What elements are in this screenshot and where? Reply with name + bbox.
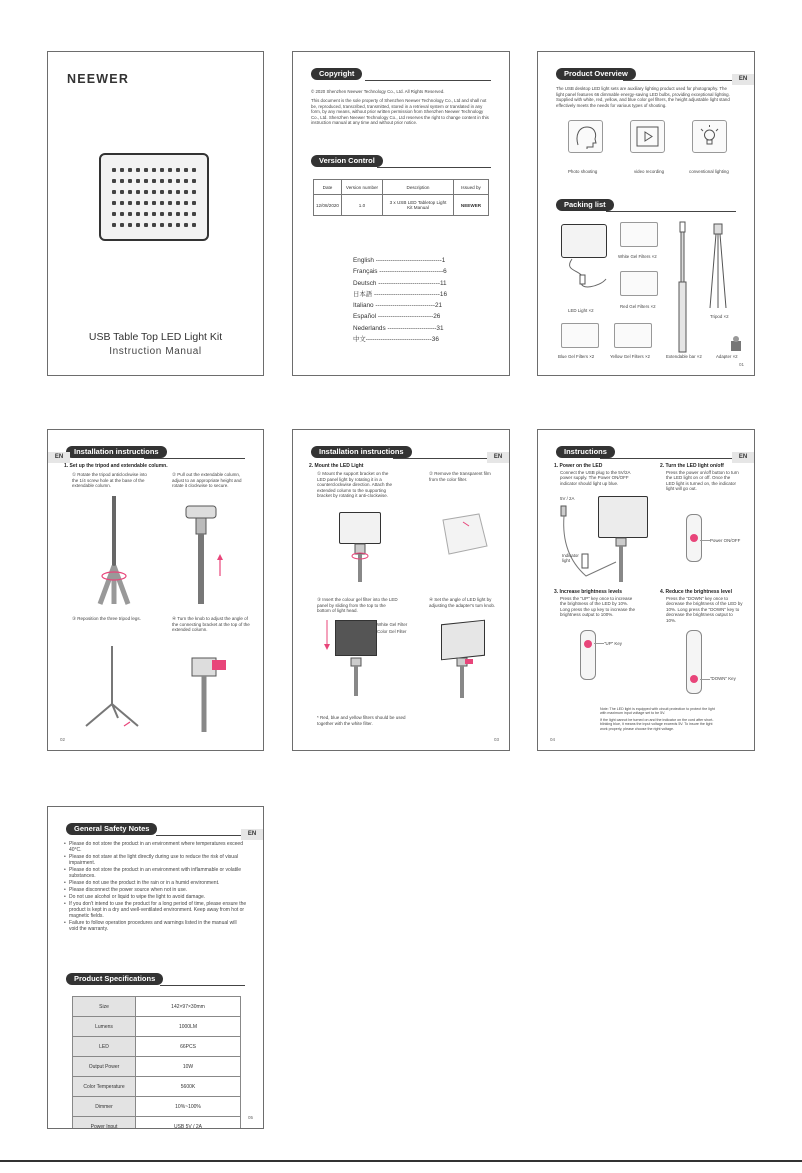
color-gel-filter-label: Color Gel Filter bbox=[377, 629, 407, 634]
safety-note: • Please do not store the product in an environment where temperatures exceed 40°C. bbox=[64, 841, 247, 853]
packing-item-label: Tripod ×2 bbox=[710, 314, 729, 319]
version-control-header: Version Control bbox=[311, 155, 383, 167]
video-recording-icon bbox=[630, 120, 665, 153]
voltage-warning: If the light cannot be turned on and the indicator on the cord after short-blinking blue, it means the input voltage exceeds 5V. To insure the light work properly, please choose the right voltage. bbox=[600, 718, 714, 731]
blue-gel-filter-image bbox=[561, 323, 599, 348]
led-bulb bbox=[192, 201, 196, 205]
page-number: 03 bbox=[493, 737, 499, 742]
specs-header: Product Specifications bbox=[66, 973, 163, 985]
led-bulb bbox=[136, 201, 140, 205]
spec-value: 142×97×30mm bbox=[136, 997, 241, 1017]
language-badge: EN bbox=[732, 74, 754, 85]
toc-entry[interactable]: Français ------------------------------6 bbox=[353, 268, 447, 276]
led-bulb bbox=[192, 179, 196, 183]
led-bulb bbox=[152, 168, 156, 172]
up-key-label: "UP" Key bbox=[604, 641, 623, 646]
led-bulb bbox=[168, 212, 172, 216]
page-number: 05 bbox=[247, 1115, 253, 1120]
led-bulb bbox=[128, 168, 132, 172]
led-bulb bbox=[112, 179, 116, 183]
installation-page-1 bbox=[47, 429, 264, 751]
stand-illustration bbox=[347, 656, 367, 696]
toc-entry[interactable]: Nederlands -----------------------31 bbox=[353, 324, 444, 332]
panel-stand-illustration bbox=[612, 536, 632, 582]
led-bulb bbox=[168, 179, 172, 183]
voltage-note: Note: The LED light is equipped with circuit protection to protect the light with maximum input voltage set to be 5V. bbox=[600, 707, 715, 716]
packing-header: Packing list bbox=[556, 199, 614, 211]
led-light-image bbox=[561, 224, 607, 258]
down-key-label: "DOWN" Key bbox=[710, 676, 736, 681]
gel-insert-illustration bbox=[335, 620, 377, 656]
usb-cable-image bbox=[562, 257, 612, 295]
led-bulb bbox=[128, 179, 132, 183]
led-bulb bbox=[184, 201, 188, 205]
copyright-line: © 2020 Shenzhen Neewer Technology Co., Ltd. All Rights Reserved. bbox=[311, 89, 445, 94]
safety-note: • Failure to follow operation procedures and warnings listed in the manual will void the warranty. bbox=[64, 920, 247, 932]
version-col-date: Date bbox=[314, 180, 342, 195]
divider bbox=[377, 167, 491, 168]
lightbulb-icon bbox=[692, 120, 727, 153]
led-bulb bbox=[160, 201, 164, 205]
led-bulb bbox=[120, 179, 124, 183]
version-description: 3 x USB LED Tabletop Light Kit Manual bbox=[383, 195, 454, 216]
tripod-attach-illustration bbox=[76, 496, 146, 606]
copyright-header: Copyright bbox=[311, 68, 362, 80]
photo-shooting-icon bbox=[568, 120, 603, 153]
led-bulb bbox=[112, 190, 116, 194]
callout-line bbox=[594, 643, 604, 644]
led-bulb bbox=[168, 168, 172, 172]
led-bulb bbox=[160, 190, 164, 194]
install-title: 1. Set up the tripod and extendable column. bbox=[64, 463, 168, 469]
overview-body: The USB desktop LED light sets are auxiliary lighting product used for photography. The light panel features 66 dimmable energy-saving LED bulbs, providing exceptional lighting. Supplied with white, red, yellow, and blue color gel filters, the height adjustable light stand effectively meets the needs for various types of shooting. bbox=[556, 86, 730, 108]
safety-note: • Please do not stare at the light directly during use to reduce the risk of visual impairment. bbox=[64, 854, 247, 866]
led-bulb bbox=[176, 201, 180, 205]
led-bulb bbox=[168, 223, 172, 227]
installation-header: Installation instructions bbox=[66, 446, 167, 458]
led-bulb bbox=[176, 190, 180, 194]
led-bulb bbox=[128, 223, 132, 227]
use-label: Photo shooting bbox=[568, 169, 598, 174]
led-bulb bbox=[136, 223, 140, 227]
safety-specs-page bbox=[47, 806, 264, 1129]
power-on-off-label: Power ON/OFF bbox=[710, 538, 741, 543]
led-bulb bbox=[152, 223, 156, 227]
led-bulb bbox=[160, 179, 164, 183]
led-bulb bbox=[144, 212, 148, 216]
instructions-header: Instructions bbox=[556, 446, 615, 458]
spec-value: 10W bbox=[136, 1057, 241, 1077]
led-bulb bbox=[176, 179, 180, 183]
up-key-illustration bbox=[580, 630, 596, 680]
extendable-bar-image bbox=[671, 220, 695, 360]
led-bulb bbox=[184, 190, 188, 194]
bottom-rule bbox=[0, 1160, 802, 1162]
version-col-description: Description bbox=[383, 180, 454, 195]
down-key-icon bbox=[690, 675, 698, 683]
page-number: 01 bbox=[738, 362, 744, 367]
specs-table bbox=[72, 996, 241, 1129]
instruction-step-2: 2. Turn the LED light on/off Press the power on/off button to turn the LED light on or off. Once the LED light is turned on, the indicator light will go out. bbox=[660, 463, 739, 491]
version-number: 1.0 bbox=[342, 195, 383, 216]
led-bulb bbox=[184, 179, 188, 183]
toc-entry[interactable]: 中文-------------------------------36 bbox=[353, 336, 439, 344]
angle-knob-illustration bbox=[453, 656, 479, 698]
spec-row bbox=[73, 1097, 241, 1117]
install-title: 2. Mount the LED Light bbox=[309, 463, 364, 469]
down-key-illustration bbox=[686, 630, 702, 694]
use-label: conventional lighting bbox=[689, 169, 729, 174]
led-bulb bbox=[192, 190, 196, 194]
led-panel-mount-illustration bbox=[339, 512, 381, 544]
spec-row bbox=[73, 1017, 241, 1037]
led-bulb bbox=[136, 168, 140, 172]
led-bulb bbox=[160, 212, 164, 216]
installation-header: Installation instructions bbox=[311, 446, 412, 458]
white-gel-filter-label: White Gel Filter bbox=[377, 622, 408, 627]
led-bulb bbox=[136, 212, 140, 216]
install-step: ① Mount the support bracket on the LED panel light by rotating it in a counterclockwise direction. Attach the extended column to the supporting bracket by rotating it anti-clockwise. bbox=[317, 471, 393, 498]
up-key-icon bbox=[584, 640, 592, 648]
version-col-number: Version number bbox=[342, 180, 383, 195]
led-bulb bbox=[176, 168, 180, 172]
led-bulb bbox=[168, 201, 172, 205]
led-bulb bbox=[192, 212, 196, 216]
divider bbox=[365, 80, 491, 81]
led-bulb bbox=[120, 201, 124, 205]
led-panel-on-illustration bbox=[598, 496, 648, 538]
led-bulb bbox=[152, 201, 156, 205]
page-number: 02 bbox=[60, 737, 66, 742]
packing-item-label: White Gel Filters ×2 bbox=[618, 254, 657, 259]
led-bulb bbox=[128, 212, 132, 216]
led-bulb bbox=[160, 223, 164, 227]
safety-notes-list bbox=[64, 841, 247, 933]
white-gel-filter-image bbox=[620, 222, 658, 247]
install-step: ③ Reposition the three tripod legs. bbox=[72, 616, 141, 621]
led-bulb bbox=[144, 168, 148, 172]
led-bulb bbox=[112, 212, 116, 216]
led-bulb bbox=[152, 179, 156, 183]
led-bulb bbox=[152, 190, 156, 194]
filter-film-illustration bbox=[439, 510, 491, 558]
toc-entry[interactable]: Español --------------------------26 bbox=[353, 313, 441, 321]
spec-key: Power Input bbox=[73, 1117, 136, 1130]
packing-item-label: LED Light ×2 bbox=[568, 308, 594, 313]
spec-value: 5600K bbox=[136, 1077, 241, 1097]
install-step: ② Pull out the extendable column, adjust to an appropriate height and rotate it clockwise to secure. bbox=[172, 472, 242, 488]
led-bulb bbox=[144, 201, 148, 205]
spec-key: Dimmer bbox=[73, 1097, 136, 1117]
overview-page bbox=[537, 51, 755, 376]
instruction-step-3: 3. Increase brightness levels Press the "UP" key once to increase the brightness of the LED by 10%. Long press the up key to increase the brightness output to 100%. bbox=[554, 589, 636, 617]
language-badge: EN bbox=[732, 452, 754, 463]
spec-key: Output Power bbox=[73, 1057, 136, 1077]
led-panel-image bbox=[99, 153, 209, 241]
version-date: 12/08/2020 bbox=[314, 195, 342, 216]
led-bulb bbox=[144, 223, 148, 227]
packing-item-label: Blue Gel Filters ×2 bbox=[558, 354, 595, 359]
led-bulb bbox=[176, 223, 180, 227]
adapter-image bbox=[728, 335, 744, 355]
divider bbox=[144, 458, 245, 459]
table-of-contents bbox=[353, 255, 458, 345]
spec-value: 1000LM bbox=[136, 1017, 241, 1037]
spec-key: Size bbox=[73, 997, 136, 1017]
spec-value: USB 5V / 2A bbox=[136, 1117, 241, 1130]
brand-logo: NEEWER bbox=[67, 72, 130, 86]
instructions-page bbox=[537, 429, 755, 751]
packing-item-label: Extendable bar ×2 bbox=[666, 354, 702, 359]
use-label: video recording bbox=[634, 169, 665, 174]
column-extend-illustration bbox=[174, 496, 244, 606]
cover-subtitle: Instruction Manual bbox=[109, 346, 202, 357]
led-bulb bbox=[128, 201, 132, 205]
led-bulb bbox=[168, 190, 172, 194]
led-bulb bbox=[144, 179, 148, 183]
spec-key: Color Temperature bbox=[73, 1077, 136, 1097]
safety-note: • Please do not use the product in the rain or in a humid environment. bbox=[64, 880, 247, 886]
indicator-light-label: Indicator light bbox=[562, 553, 579, 563]
instruction-step-1: 1. Power on the LED Connect the USB plug to the 5V/2A power supply. The Power ON/OFF indicator should light up blue. bbox=[554, 463, 631, 486]
safety-header: General Safety Notes bbox=[66, 823, 157, 835]
led-bulb bbox=[120, 212, 124, 216]
spec-key: LED bbox=[73, 1037, 136, 1057]
led-angle-illustration bbox=[441, 620, 485, 661]
spec-row bbox=[73, 1117, 241, 1130]
version-issued: NEEWER bbox=[454, 195, 489, 216]
copyright-page bbox=[292, 51, 510, 376]
led-bulb bbox=[136, 190, 140, 194]
overview-header: Product Overview bbox=[556, 68, 636, 80]
language-badge: EN bbox=[48, 452, 70, 463]
led-bulb bbox=[184, 212, 188, 216]
safety-note: • Please do not store the product in an environment with inflammable or volatile substances. bbox=[64, 867, 247, 879]
divider bbox=[606, 211, 736, 212]
led-bulb bbox=[120, 223, 124, 227]
page-number: 04 bbox=[550, 737, 556, 742]
led-bulb bbox=[128, 190, 132, 194]
install-step: ③ Insert the colour gel filter into the LED panel by sliding from the top to the bottom of light head. bbox=[317, 597, 398, 613]
toc-entry[interactable]: Italiano ----------------------------21 bbox=[353, 302, 443, 310]
power-button-icon bbox=[690, 534, 698, 542]
spec-key: Lumens bbox=[73, 1017, 136, 1037]
callout-line bbox=[700, 679, 710, 680]
divider bbox=[160, 985, 245, 986]
safety-note: • If you don't intend to use the product for a long period of time, please ensure the product is kept in a dry and well-ventilated environment. Keep away from hot or magnetic fields. bbox=[64, 901, 247, 919]
insert-arrow bbox=[323, 620, 331, 652]
led-bulb bbox=[112, 223, 116, 227]
led-bulb bbox=[144, 190, 148, 194]
language-badge: EN bbox=[241, 829, 263, 840]
toc-entry[interactable]: Deutsch -----------------------------11 bbox=[353, 279, 447, 287]
tripod-legs-illustration bbox=[72, 642, 152, 732]
mount-bracket-illustration bbox=[347, 542, 377, 582]
instruction-step-4: 4. Reduce the brightness level Press the "DOWN" key once to decrease the brightness of the LED by 10%. Long press the "DOWN" key to decrease the brightness output to 10%. bbox=[660, 589, 743, 623]
led-bulb bbox=[152, 212, 156, 216]
toc-entry[interactable]: English -------------------------------1 bbox=[353, 257, 446, 264]
led-bulb bbox=[176, 212, 180, 216]
cover-title: USB Table Top LED Light Kit bbox=[88, 331, 223, 343]
version-table bbox=[313, 179, 489, 216]
led-bulb bbox=[120, 190, 124, 194]
led-grid bbox=[110, 165, 198, 229]
installation-page-2 bbox=[292, 429, 510, 751]
spec-value: 10%~100% bbox=[136, 1097, 241, 1117]
led-bulb bbox=[184, 168, 188, 172]
install-step: ① Rotate the tripod anticlockwise into the 1/4 screw hole at the base of the extendable column. bbox=[72, 472, 147, 488]
cover-page bbox=[47, 51, 264, 376]
callout-line bbox=[700, 540, 710, 541]
tripod-image bbox=[706, 222, 730, 312]
packing-item-label: Yellow Gel Filters ×2 bbox=[610, 354, 650, 359]
spec-value: 66PCS bbox=[136, 1037, 241, 1057]
led-bulb bbox=[120, 168, 124, 172]
led-bulb bbox=[136, 179, 140, 183]
toc-entry[interactable]: 日本語 -------------------------------16 bbox=[353, 290, 448, 298]
spec-row bbox=[73, 997, 241, 1017]
knob-adjust-illustration bbox=[176, 640, 246, 735]
divider bbox=[623, 80, 732, 81]
language-badge: EN bbox=[487, 452, 509, 463]
divider bbox=[393, 458, 487, 459]
led-bulb bbox=[184, 223, 188, 227]
power-button-illustration bbox=[686, 514, 702, 562]
packing-item-label: Adapter ×2 bbox=[716, 354, 738, 359]
packing-item-label: Red Gel Filters ×2 bbox=[620, 304, 656, 309]
led-bulb bbox=[160, 168, 164, 172]
install-step: ④ Set the angle of LED light by adjusting the adapter's tum knob. bbox=[429, 597, 496, 608]
copyright-body: This document is the sole property of Shenzhen Neewer Technology Co., Ltd and shall not be, reproduced, transcribed, transmitted, stored in a retrieval system or translated in any form, by any means, without prior written permission from Shenzhen Neewer Technology Co., Ltd. Shenzhen Neewer Technology Co., Ltd reserves the right to change content in this instruction manual at any time and without prior notice. bbox=[311, 98, 489, 126]
filter-note: * Red, blue and yellow filters should be used together with the white filter. bbox=[317, 715, 406, 726]
red-gel-filter-image bbox=[620, 271, 658, 296]
safety-note: • Do not use alcohol or liquid to wipe the light to avoid damage. bbox=[64, 894, 247, 900]
yellow-gel-filter-image bbox=[614, 323, 652, 348]
led-bulb bbox=[112, 201, 116, 205]
divider bbox=[156, 835, 241, 836]
install-step: ④ Turn the knob to adjust the angle of the connecting bracket at the top of the extended column. bbox=[172, 616, 250, 632]
led-bulb bbox=[192, 223, 196, 227]
safety-note: • Please disconnect the power source when not in use. bbox=[64, 887, 247, 893]
spec-row bbox=[73, 1077, 241, 1097]
power-supply-label: 5V / 2A bbox=[560, 496, 575, 501]
led-bulb bbox=[192, 168, 196, 172]
version-col-issued: Issued by bbox=[454, 180, 489, 195]
divider bbox=[600, 458, 732, 459]
spec-row bbox=[73, 1057, 241, 1077]
led-bulb bbox=[112, 168, 116, 172]
install-step: ② Remove the transparent film from the color filter. bbox=[429, 471, 491, 482]
spec-row bbox=[73, 1037, 241, 1057]
